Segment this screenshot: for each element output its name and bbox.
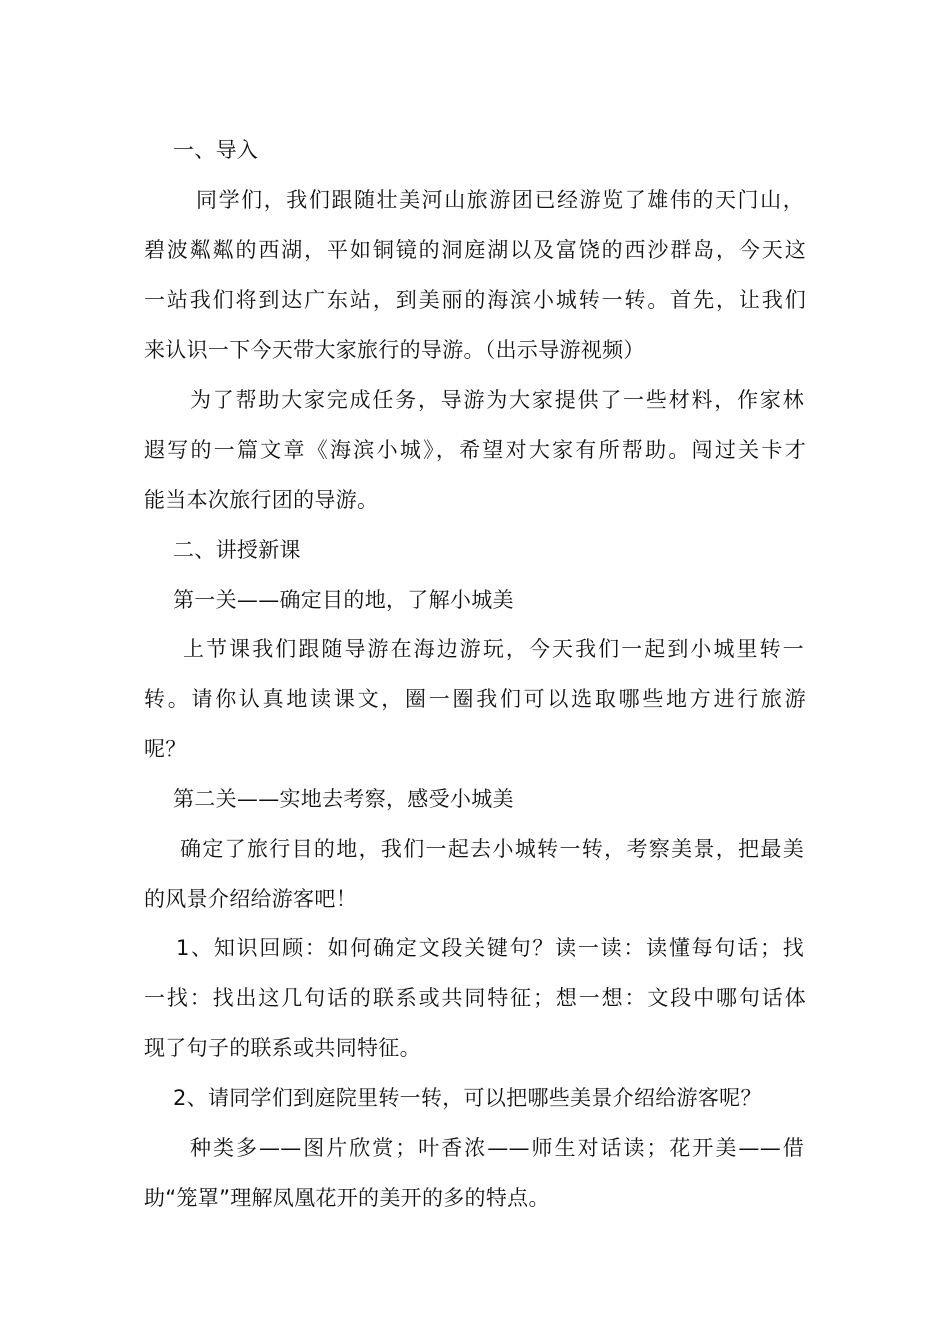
paragraph-line: 一找：找出这几句话的联系或共同特征；想一想：文段中哪句话体 — [144, 986, 806, 1010]
paragraph-line: 同学们，我们跟随壮美河山旅游团已经游览了雄伟的天门山， — [196, 188, 804, 212]
paragraph-line: 确定了旅行目的地，我们一起去小城转一转，考察美景，把最美 — [180, 837, 804, 861]
paragraph-line: 1、知识回顾：如何确定文段关键句？读一读：读懂每句话；找 — [176, 936, 804, 960]
paragraph-line: 一站我们将到达广东站，到美丽的海滨小城转一转。首先，让我们 — [144, 288, 806, 312]
paragraph-line: 来认识一下今天带大家旅行的导游。（出示导游视频） — [144, 338, 645, 362]
paragraph-line: 呢？ — [144, 737, 187, 761]
heading-new-lesson: 二、讲授新课 — [173, 538, 301, 562]
heading-level-one: 第一关——确定目的地，了解小城美 — [173, 588, 514, 612]
paragraph-line: 为了帮助大家完成任务，导游为大家提供了一些材料，作家林 — [190, 388, 804, 412]
paragraph-line: 遐写的一篇文章《海滨小城》，希望对大家有所帮助。闯过关卡才 — [144, 438, 806, 462]
paragraph-line: 的风景介绍给游客吧！ — [144, 887, 357, 911]
paragraph-line: 种类多——图片欣赏；叶香浓——师生对话读；花开美——借 — [190, 1136, 804, 1160]
paragraph-line: 2、请同学们到庭院里转一转，可以把哪些美景介绍给游客呢？ — [173, 1086, 762, 1110]
paragraph-line: 碧波粼粼的西湖，平如铜镜的洞庭湖以及富饶的西沙群岛，今天这 — [144, 238, 806, 262]
paragraph-line: 上节课我们跟随导游在海边游玩，今天我们一起到小城里转一 — [183, 637, 804, 661]
paragraph-line: 能当本次旅行团的导游。 — [144, 488, 379, 512]
paragraph-line: 转。请你认真地读课文，圈一圈我们可以选取哪些地方进行旅游 — [144, 687, 806, 711]
heading-intro: 一、导入 — [173, 138, 259, 162]
heading-level-two: 第二关——实地去考察，感受小城美 — [173, 787, 514, 811]
paragraph-line: 助“笼罩”理解凤凰花开的美开的多的特点。 — [144, 1186, 550, 1210]
paragraph-line: 现了句子的联系或共同特征。 — [144, 1036, 421, 1060]
